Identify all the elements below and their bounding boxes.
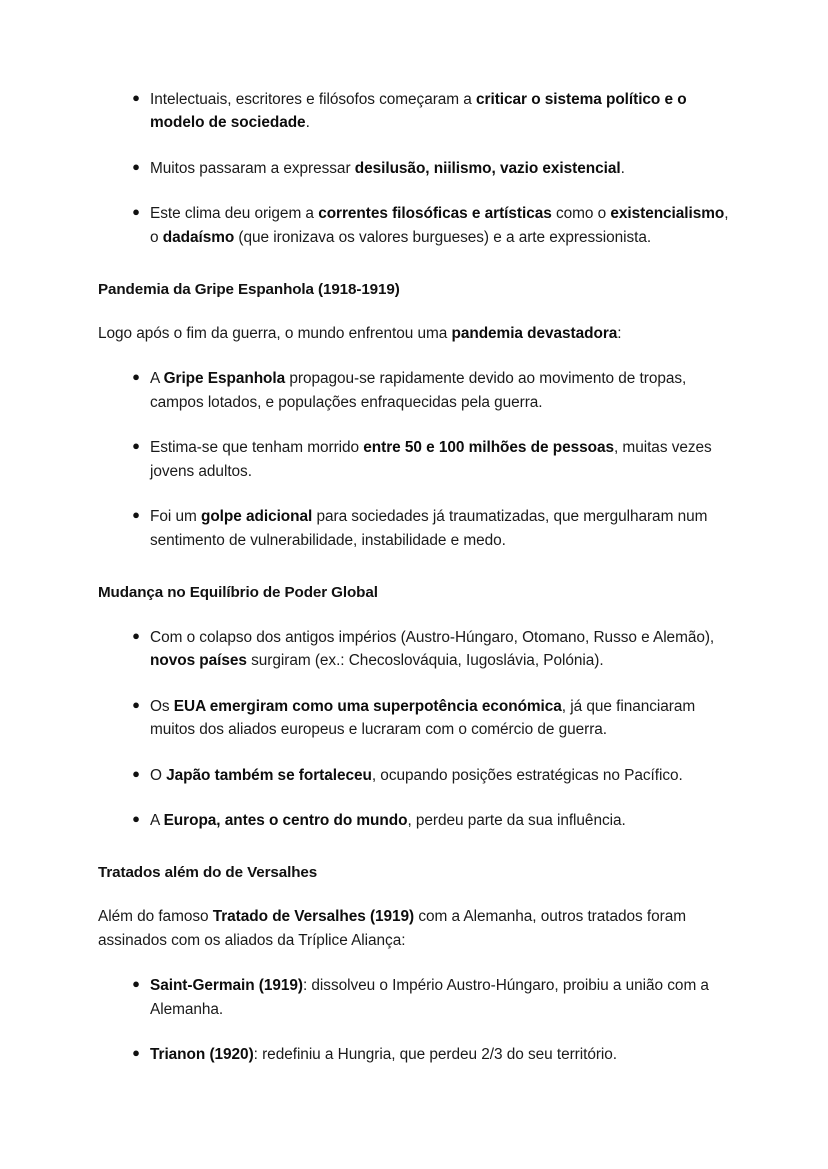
bold-text-run: Gripe Espanhola [163,370,286,388]
bullet-point-icon: ● [132,765,140,781]
bold-text-run: Japão também se fortaleceu [166,766,372,784]
bullet-point-icon: ● [132,204,140,220]
text-run: (que ironizava os valores burgueses) e a arte expressionista. [234,228,652,246]
bullet-list-item [98,626,734,673]
bold-text-run: Saint-Germain (1919) [150,977,303,995]
text-run: A [150,370,164,388]
bullet-point-icon: ● [132,158,140,174]
bullet-point-icon: ● [132,1045,140,1061]
bullet-item-text [150,812,626,829]
heading-mudanca-equilibrio-poder-global: Mudança no Equilíbrio de Poder Global [98,583,378,601]
text-run: O [150,766,167,784]
bullet-list-item [98,88,734,135]
bold-text-run: golpe adicional [200,508,313,526]
text-run: com a Alemanha, outros tratados foram assinados com os aliados da Tríplice Aliança: [98,908,686,949]
bullet-item-text [150,767,683,784]
bold-text-run: entre 50 e 100 milhões de pessoas [363,439,614,457]
text-run: : redefiniu a Hungria, que perdeu 2/3 do seu território. [253,1046,618,1064]
text-run: propagou-se rapidamente devido ao movimento de tropas, campos lotados, e populações enfraquecidas pela guerra. [150,370,687,411]
bullet-item-text [150,977,709,1017]
bullet-list-item [98,367,734,414]
bullet-item-text [150,629,714,669]
bold-text-run: dadaísmo [162,228,235,246]
text-run: , já que financiaram muitos dos aliados europeus e lucraram com o comércio de guerra. [150,697,696,739]
bold-text-run: correntes filosóficas e artísticas [318,205,552,223]
bold-text-run: criticar o sistema político e o modelo de sociedade [150,91,687,132]
text-run: . [305,114,310,132]
bullet-item-text [150,370,686,410]
pandemia-bullet-list [98,367,734,551]
bullet-list-item [98,202,734,249]
bullet-item-text [150,205,728,245]
text-run: como o [551,205,611,223]
text-run: Com o colapso dos antigos impérios (Austro-Húngaro, Otomano, Russo e Alemão), [150,628,715,646]
bullet-list-item [98,1043,734,1066]
bold-text-run: existencialismo [610,205,725,223]
bullet-item-text [150,91,687,131]
text-run: : [617,325,622,343]
tratados-bullet-list [98,974,734,1066]
text-run: , muitas vezes jovens adultos. [150,439,712,480]
bullet-point-icon: ● [132,627,140,643]
text-run: Os [150,697,174,715]
bullet-list-item [98,157,734,180]
bullet-item-text [150,439,712,479]
text-run: Intelectuais, escritores e filósofos começaram a [150,91,477,108]
bullet-item-text [150,698,695,738]
bold-text-run: Europa, antes o centro do mundo [163,811,408,829]
bullet-list-item [98,436,734,483]
text-run: A [150,811,164,829]
bullet-item-text [150,1046,617,1063]
bold-text-run: desilusão, niilismo, vazio existencial [354,159,621,177]
bullet-item-text [150,160,625,177]
text-run: , o [150,205,729,246]
bullet-list-item [98,695,734,742]
bold-text-run: Tratado de Versalhes (1919) [212,908,415,926]
bullet-list-item [98,809,734,832]
intro-bullet-list [98,88,734,249]
paragraph-pandemia-intro [98,322,734,345]
bullet-point-icon: ● [132,369,140,385]
paragraph-tratados-intro [98,905,734,952]
bullet-point-icon: ● [132,696,140,712]
bullet-list-item [98,505,734,552]
heading-pandemia-gripe-espanhola: Pandemia da Gripe Espanhola (1918-1919) [98,281,400,299]
text-run: Estima-se que tenham morrido [150,439,364,457]
text-run: . [620,159,625,177]
text-run: Este clima deu origem a [150,205,319,223]
text-run: , ocupando posições estratégicas no Pacífico. [371,766,683,784]
bullet-point-icon: ● [132,810,140,826]
bullet-point-icon: ● [132,507,140,523]
text-run: Além do famoso [98,908,213,926]
text-run: Foi um [150,508,201,526]
text-run: surgiram (ex.: Checoslováquia, Iugoslávia, Polónia). [246,652,604,670]
poder-bullet-list [98,626,734,832]
document-content [98,88,734,1066]
text-run: para sociedades já traumatizadas, que mergulharam num sentimento de vulnerabilidade, instabilidade e medo. [150,508,708,549]
bullet-list-item [98,974,734,1021]
heading-tratados-alem-de-versalhes: Tratados além do de Versalhes [98,864,318,882]
bold-text-run: novos países [150,652,247,670]
bullet-list-item [98,764,734,787]
text-run: Logo após o fim da guerra, o mundo enfrentou uma [98,325,452,343]
bold-text-run: EUA emergiram como uma superpotência económica [173,697,562,715]
bullet-point-icon: ● [132,976,140,992]
text-run: , perdeu parte da sua influência. [407,811,626,829]
text-run: Muitos passaram a expressar [150,159,355,177]
bold-text-run: pandemia devastadora [451,325,618,343]
bold-text-run: Trianon (1920) [150,1046,254,1064]
bullet-item-text [150,508,707,548]
bullet-point-icon: ● [132,90,140,105]
text-run: : dissolveu o Império Austro-Húngaro, proibiu a união com a Alemanha. [150,977,709,1018]
bullet-point-icon: ● [132,438,140,454]
